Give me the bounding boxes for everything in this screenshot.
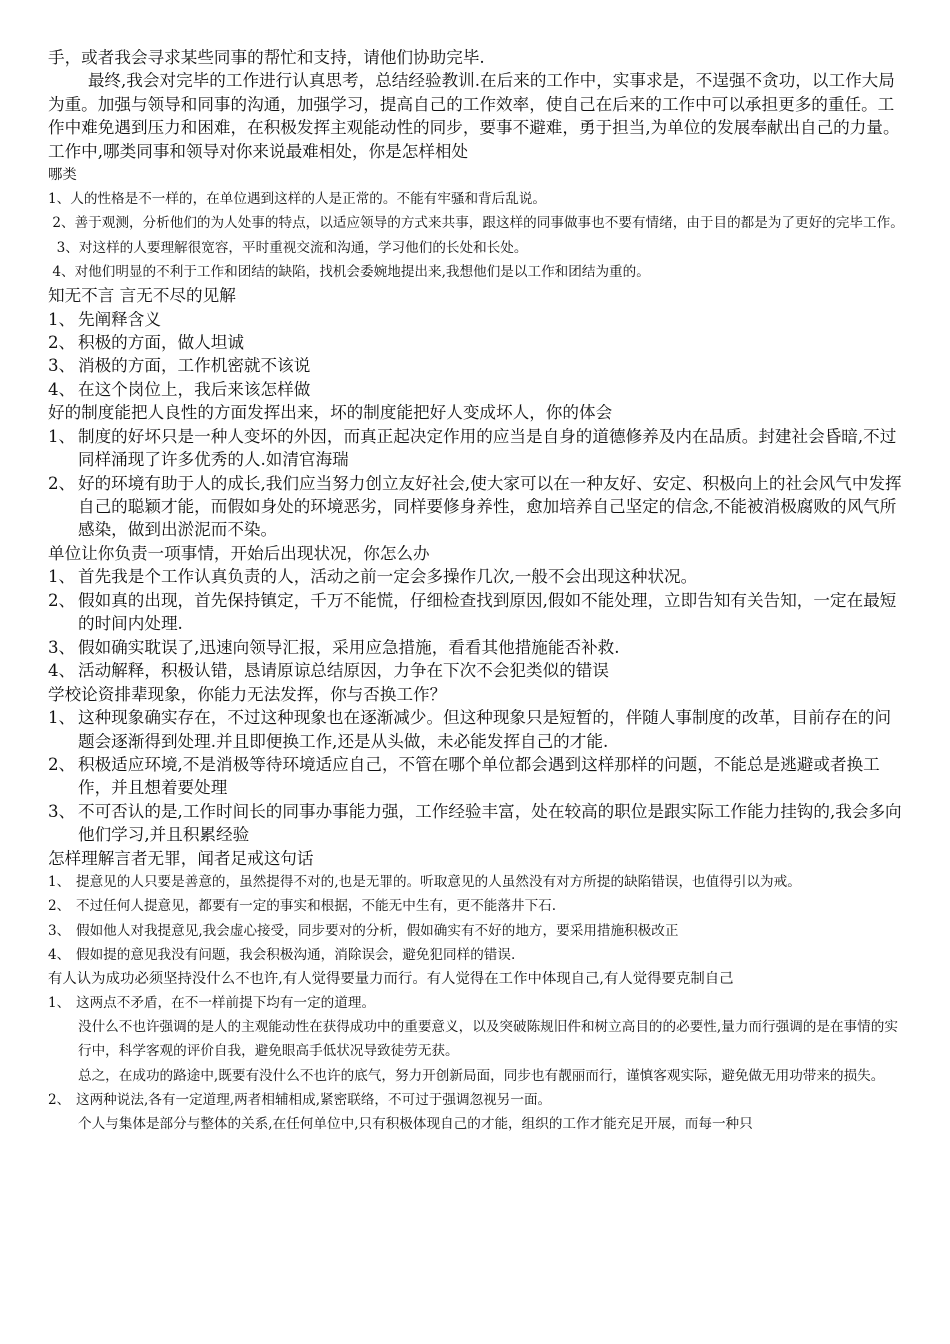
list-number: 3、: [48, 637, 76, 657]
section-4-item-2: [48, 589, 906, 636]
section-6-item-4: [48, 943, 906, 967]
list-number: 3、: [48, 922, 71, 939]
list-text: 制度的好坏只是一种人变坏的外因，而真正起决定作用的应当是自身的道德修养及内在品质。封建社会昏暗,不过同样涌现了许多优秀的人.如清官海瑞: [78, 426, 897, 470]
section-3-item-2: [48, 472, 906, 542]
section-6-item-3: [48, 919, 906, 943]
section-7-item-2-paragraph-1: 个人与集体是部分与整体的关系,在任何单位中,只有积极体现自己的才能，组织的工作才能充足开展，而每一种只: [78, 1115, 753, 1132]
section-4-title: 单位让你负责一项事情，开始后出现状况，你怎么办: [48, 543, 430, 563]
list-text: 假如确实耽误了,迅速向领导汇报，采用应急措施，看看其他措施能否补救.: [78, 637, 620, 657]
section-4-item-1: [48, 565, 906, 588]
section-2-item-2: [48, 331, 906, 354]
section-2-item-3: [48, 354, 906, 377]
list-number: 2、: [48, 1091, 71, 1108]
section-1-item-1: 1、人的性格是不一样的，在单位遇到这样的人是正常的。不能有牢骚和背后乱说。: [48, 191, 547, 208]
section-3-title: 好的制度能把人良性的方面发挥出来，坏的制度能把好人变成坏人，你的体会: [48, 403, 613, 423]
list-text: 在这个岗位上，我后来该怎样做: [78, 379, 311, 399]
section-6-item-1: [48, 870, 906, 894]
list-number: 2、: [48, 590, 76, 610]
list-number: 1、: [48, 426, 76, 446]
section-1-subtitle: 哪类: [48, 167, 77, 184]
section-7-item-2: [48, 1088, 906, 1112]
list-text: 积极适应环境,不是消极等待环境适应自己，不管在哪个单位都会遇到这样那样的问题，不能总是逃避或者换工作，并且想着要处理: [78, 754, 880, 798]
list-number: 2、: [48, 333, 76, 353]
list-number: 4、: [48, 379, 76, 399]
section-4-item-3: [48, 636, 906, 659]
list-text: 首先我是个工作认真负责的人，活动之前一定会多操作几次,一般不会出现这种状况。: [78, 567, 698, 587]
section-1-title: 工作中,哪类同事和领导对你来说最难相处，你是怎样相处: [48, 141, 469, 161]
section-1-item-3: 3、对这样的人要理解很宽容，平时重视交流和沟通，学习他们的长处和长处。: [48, 239, 528, 256]
list-number: 1、: [48, 567, 76, 587]
list-number: 2、: [48, 754, 76, 774]
list-text: 假如真的出现，首先保持镇定，千万不能慌，仔细检查找到原因,假如不能处理，立即告知有关告知，一定在最短的时间内处理.: [78, 590, 897, 634]
list-text: 这两种说法,各有一定道理,两者相辅相成,紧密联络，不可过于强调忽视另一面。: [76, 1091, 552, 1108]
section-2-item-4: [48, 378, 906, 401]
list-number: 4、: [48, 661, 76, 681]
list-text: 这种现象确实存在，不过这种现象也在逐渐减少。但这种现象只是短暂的，伴随人事制度的改革，目前存在的问题会逐渐得到处理.并且即便换工作,还是从头做，未必能发挥自己的才能.: [78, 708, 892, 751]
section-5-item-2: [48, 753, 906, 800]
section-7-item-1-paragraph-1: 没什么不也许强调的是人的主观能动性在获得成功中的重要意义，以及突破陈规旧件和树立高目的的必要性,量力而行强调的是在事情的实行中，科学客观的评价自我，避免眼高手低状况导致徒劳无获。: [78, 1019, 898, 1060]
list-number: 1、: [48, 874, 71, 891]
section-2-item-1: [48, 308, 906, 331]
section-2-title: 知无不言 言无不尽的见解: [48, 286, 236, 306]
list-number: 4、: [48, 946, 71, 963]
section-1-item-2: 2、善于观测，分析他们的为人处事的特点，以适应领导的方式来共事，跟这样的同事做事也不要有情绪，由于目的都是为了更好的完毕工作。: [48, 215, 904, 232]
section-1-item-4: 4、对他们明显的不利于工作和团结的缺陷，找机会委婉地提出来,我想他们是以工作和团结为重的。: [48, 263, 650, 280]
section-5-item-1: [48, 706, 906, 753]
list-text: 积极的方面，做人坦诚: [78, 333, 244, 353]
list-text: 假如他人对我提意见,我会虚心接受，同步要对的分析，假如确实有不好的地方，要采用措施积极改正: [76, 922, 679, 939]
list-text: 提意见的人只要是善意的，虽然提得不对的,也是无罪的。听取意见的人虽然没有对方所提的缺陷错误，也值得引以为戒。: [76, 874, 801, 891]
list-text: 不过任何人提意见，都要有一定的事实和根据，不能无中生有，更不能落井下石.: [76, 898, 557, 915]
list-text: 这两点不矛盾，在不一样前提下均有一定的道理。: [76, 994, 376, 1011]
list-number: 1、: [48, 994, 71, 1011]
list-number: 2、: [48, 473, 76, 493]
list-text: 先阐释含义: [78, 309, 161, 329]
list-text: 假如提的意见我没有问题，我会积极沟通，消除误会，避免犯同样的错误.: [76, 946, 516, 963]
section-7-item-1-paragraph-2: 总之，在成功的路途中,既要有没什么不也许的底气，努力开创新局面，同步也有靓丽而行，谨慎客观实际，避免做无用功带来的损失。: [78, 1067, 885, 1084]
section-7-title: 有人认为成功必须坚持没什么不也许,有人觉得要量力而行。有人觉得在工作中体现自己,有人觉得要克制自己: [48, 970, 734, 987]
list-text: 活动解释，积极认错，恳请原谅总结原因，力争在下次不会犯类似的错误: [78, 661, 609, 681]
section-5-item-3: [48, 800, 906, 847]
section-7-item-1: [48, 991, 906, 1015]
section-6-title: 怎样理解言者无罪，闻者足戒这句话: [48, 848, 314, 868]
intro-line: 手，或者我会寻求某些同事的帮忙和支持，请他们协助完毕.: [48, 48, 485, 67]
list-number: 1、: [48, 708, 76, 728]
section-4-item-4: [48, 659, 906, 682]
section-3-item-1: [48, 425, 906, 472]
intro-paragraph: 最终,我会对完毕的工作进行认真思考，总结经验教训.在后来的工作中，实事求是，不逞强不贪功，以工作大局为重。加强与领导和同事的沟通，加强学习，提高自己的工作效率，使自己在后来的工作中可以承担更多的重任。工作中难免遇到压力和困难，在积极发挥主观能动性的同步，要事不避难，勇于担当,为单位的发展奉献出自己的力量。: [48, 71, 900, 138]
list-text: 消极的方面，工作机密就不该说: [78, 356, 311, 376]
list-text: 不可否认的是,工作时间长的同事办事能力强，工作经验丰富，处在较高的职位是跟实际工作能力挂钩的,我会多向他们学习,并且积累经验: [78, 801, 902, 845]
list-number: 3、: [48, 356, 76, 376]
list-number: 1、: [48, 309, 76, 329]
section-6-item-2: [48, 894, 906, 918]
list-number: 2、: [48, 898, 71, 915]
section-5-title: 学校论资排辈现象，你能力无法发挥，你与否换工作？: [48, 684, 447, 704]
list-number: 3、: [48, 801, 76, 821]
list-text: 好的环境有助于人的成长,我们应当努力创立友好社会,使大家可以在一种友好、安定、积极向上的社会风气中发挥自己的聪颖才能，而假如身处的环境恶劣，同样要修身养性，愈加培养自己坚定的信念,不能被消极腐败的风气所感染，做到出淤泥而不染。: [78, 473, 902, 540]
